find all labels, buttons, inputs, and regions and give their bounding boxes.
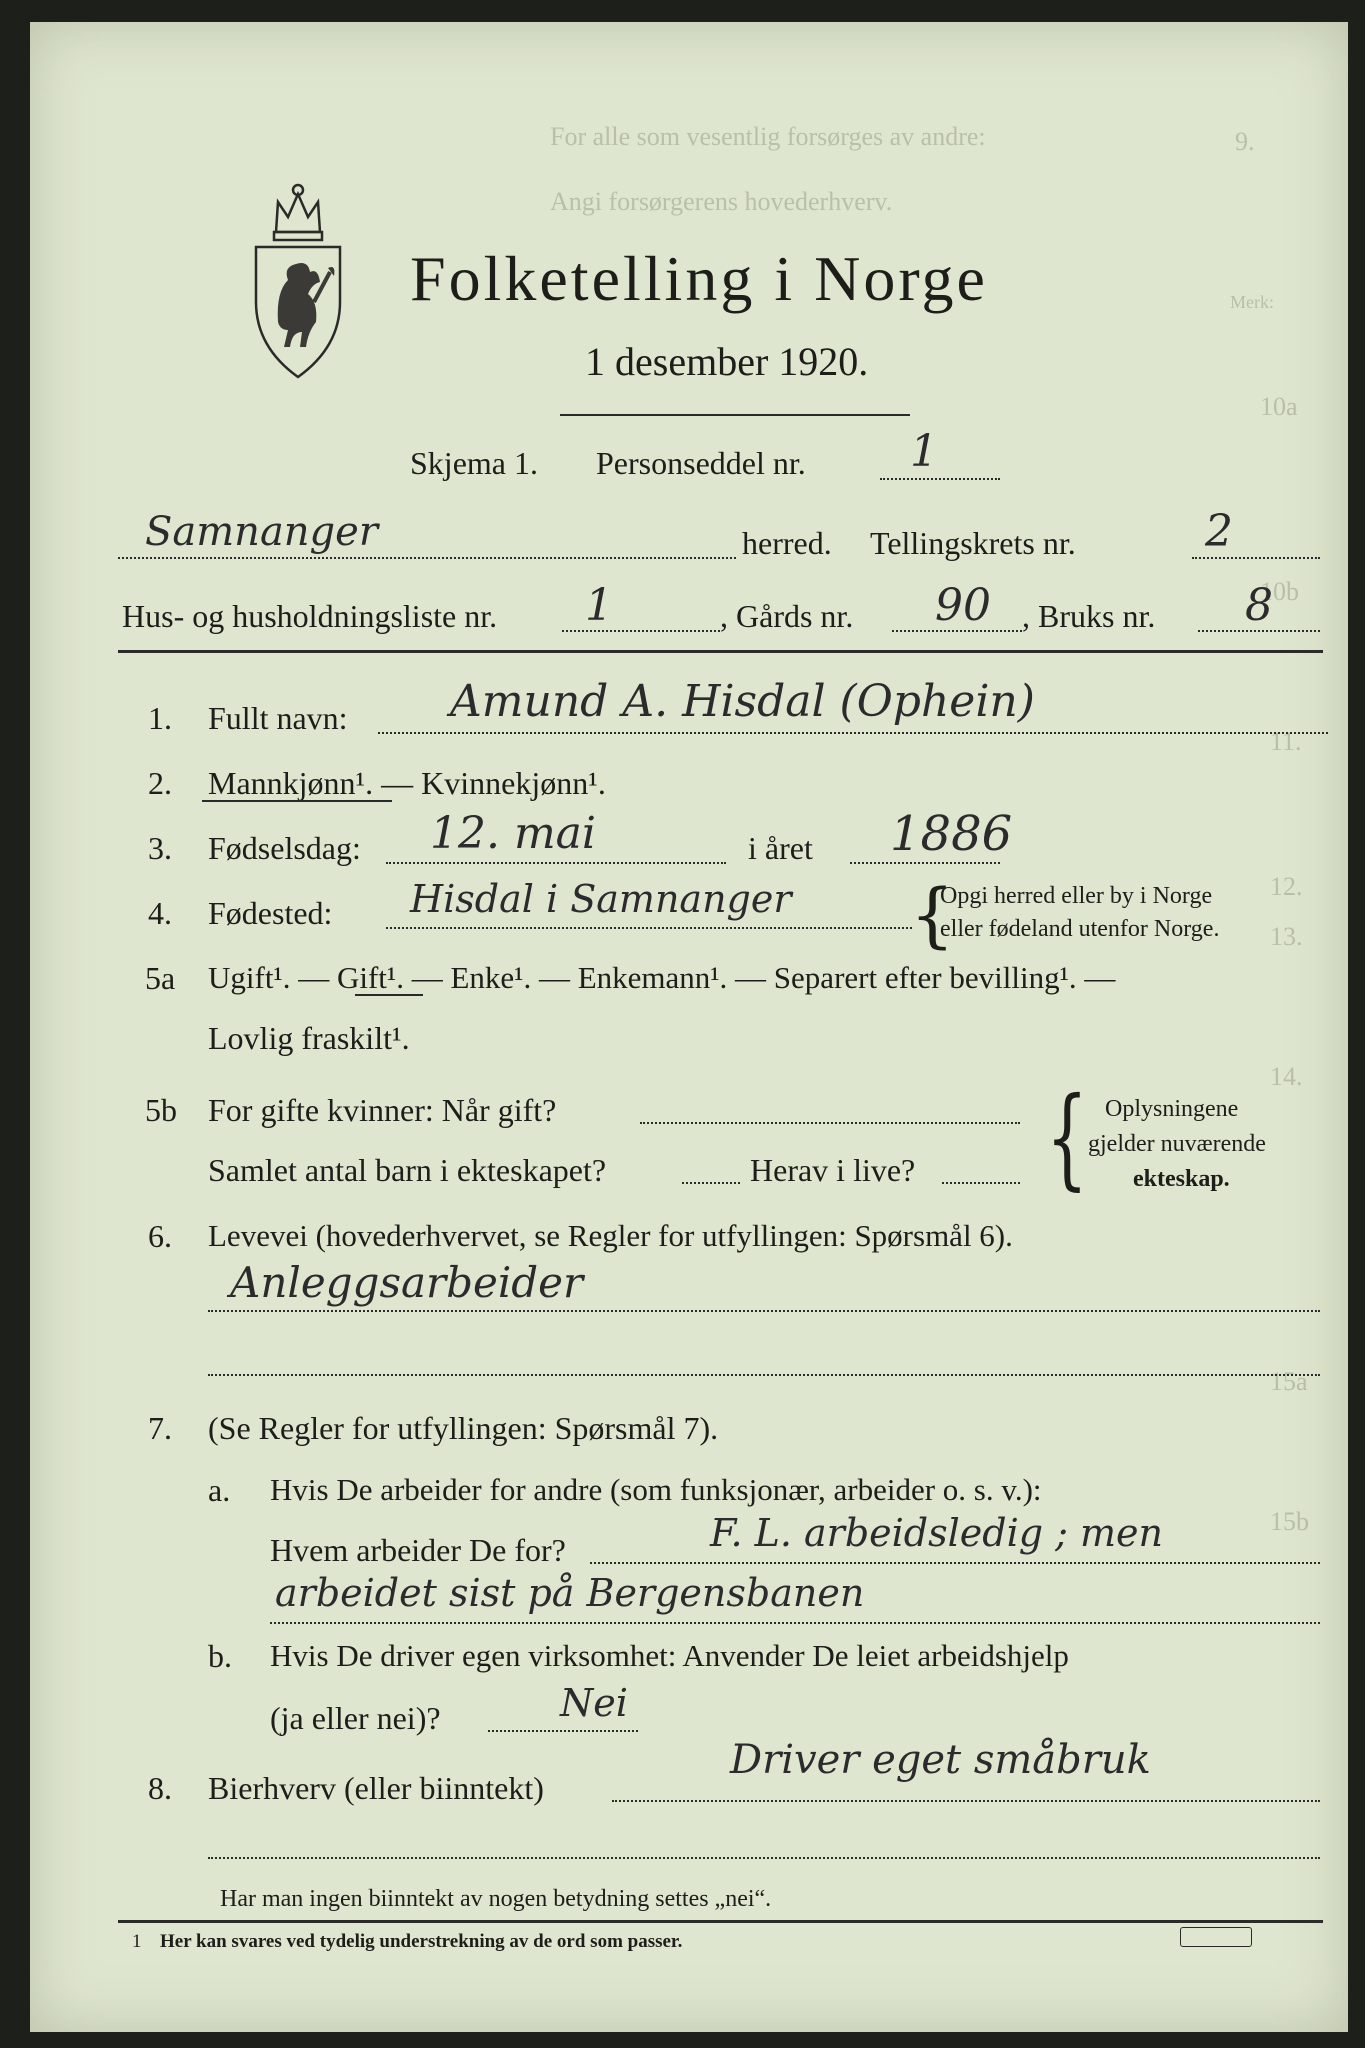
full-name-line [378,732,1328,734]
q7a-letter: a. [208,1472,231,1508]
q5b-note-line1: Oplysningene [1105,1096,1239,1122]
q4-note-line2: eller fødeland utenfor Norge. [940,916,1220,942]
q6-number: 6. [148,1218,172,1254]
q3-label: Fødselsdag: [208,830,361,866]
ghost-text-15a: 15a [1270,1367,1308,1396]
ghost-text-merk: Merk: [1230,292,1274,312]
footer-rule [118,1920,1323,1923]
q7b-letter: b. [208,1638,232,1674]
birthplace-line [386,927,912,929]
q5b-number: 5b [145,1092,177,1128]
when-married-line [640,1122,1020,1124]
no-income-note: Har man ingen biinntekt av nogen betydning settes „nei“. [220,1886,772,1912]
q7-number: 7. [148,1410,172,1446]
gards-label: , Gårds nr. [720,598,854,634]
personseddel-line [880,478,1000,480]
header-rule [560,414,910,416]
ghost-text-11: 11. [1270,727,1302,756]
occupation-line1 [208,1310,1320,1312]
gards-value[interactable]: 90 [935,580,991,631]
bruks-value[interactable]: 8 [1245,580,1273,631]
personseddel-label: Personseddel nr. [596,445,806,481]
q2-underline-mannkjonn [202,800,392,802]
q5a-underline-gift [355,994,423,996]
q7a-employer-label: Hvem arbeider De for? [270,1532,566,1568]
full-name-value[interactable]: Amund A. Hisdal (Ophein) [450,676,1035,727]
q4-brace: { [910,874,955,956]
children-line [682,1182,740,1184]
q6-label: Levevei (hovederhvervet, se Regler for utfyllingen: Spørsmål 6). [208,1218,1013,1253]
census-form-sheet [30,22,1348,2032]
q5b-children-label: Samlet antal barn i ekteskapet? [208,1152,607,1188]
side-income-line2 [208,1857,1320,1859]
personseddel-value[interactable]: 1 [910,426,938,477]
q7a-text: Hvis De arbeider for andre (som funksjonær, arbeider o. s. v.): [270,1472,1042,1507]
q5b-note-line3: ekteskap. [1133,1166,1230,1192]
footnote-mark: 1 [132,1931,142,1952]
q4-note-line1: Opgi herred eller by i Norge [940,883,1213,909]
herred-label: herred. [742,525,832,561]
occupation-value[interactable]: Anleggsarbeider [230,1258,584,1307]
tellingskrets-label: Tellingskrets nr. [870,525,1076,561]
q1-label: Fullt navn: [208,700,348,736]
q8-number: 8. [148,1770,172,1806]
ghost-text-10a: 10a [1260,392,1298,421]
birthplace-value[interactable]: Hisdal i Samnanger [410,877,792,921]
side-income-value[interactable]: Driver eget småbruk [730,1737,1151,1783]
birthdate-value[interactable]: 12. mai [430,808,596,859]
q7b-text: Hvis De driver egen virksomhet: Anvender De leiet arbeidshjelp [270,1638,1069,1673]
ghost-text-10b: 10b [1260,577,1299,606]
bruks-line [1198,630,1320,632]
skjema-label: Skjema 1. [410,445,538,481]
q1-number: 1. [148,700,172,736]
form-date: 1 desember 1920. [585,339,869,384]
hus-label: Hus- og husholdningsliste nr. [122,598,498,634]
occupation-line2 [208,1374,1320,1376]
birthyear-value[interactable]: 1886 [890,806,1013,862]
hus-value[interactable]: 1 [585,580,613,631]
side-income-line1 [612,1800,1320,1802]
printer-stamp-icon [1180,1927,1252,1947]
hired-help-value[interactable]: Nei [560,1681,628,1725]
ghost-text-13: 13. [1270,922,1303,951]
ghost-text-9-line: For alle som vesentlig forsørges av andre: [550,122,986,151]
hus-line [562,630,720,632]
herred-value[interactable]: Samnanger [145,509,378,555]
q7-label: (Se Regler for utfyllingen: Spørsmål 7). [208,1410,719,1446]
herred-line [118,557,736,559]
q5a-marital-options: Ugift¹. — Gift¹. — Enke¹. — Enkemann¹. — Separert efter bevilling¹. — [208,960,1116,995]
tellingskrets-value[interactable]: 2 [1205,506,1233,557]
employer-value-line2[interactable]: arbeidet sist på Bergensbanen [275,1571,865,1615]
ghost-text-9: 9. [1235,127,1255,156]
q4-number: 4. [148,895,172,931]
birthyear-label: i året [748,830,813,866]
q5b-brace: { [1046,1073,1088,1201]
ghost-text-12: 12. [1270,872,1303,901]
employer-line1 [590,1562,1320,1564]
q7b-question: (ja eller nei)? [270,1700,441,1736]
norwegian-coat-of-arms-icon [248,172,348,382]
ghost-text-14: 14. [1270,1062,1303,1091]
hired-help-line [488,1730,638,1732]
section-rule-top [118,650,1323,653]
q5b-note-line2: gjelder nuværende [1088,1131,1266,1157]
footnote-text: Her kan svares ved tydelig understrekning av de ord som passer. [160,1931,683,1952]
ghost-text-15b: 15b [1270,1507,1309,1536]
birthdate-line [386,862,726,864]
gards-line [892,630,1022,632]
tellingskrets-line [1192,557,1320,559]
bruks-label: , Bruks nr. [1022,598,1156,634]
q5a-marital-options-line2: Lovlig fraskilt¹. [208,1020,410,1056]
q4-label: Fødested: [208,895,333,931]
q2-sex-options: Mannkjønn¹. — Kvinnekjønn¹. [208,765,606,801]
q3-number: 3. [148,830,172,866]
q2-number: 2. [148,765,172,801]
q8-label: Bierhverv (eller biinntekt) [208,1770,544,1806]
ghost-text-9-line2: Angi forsørgerens hovederhverv. [550,187,893,216]
form-title: Folketelling i Norge [410,243,988,314]
q5b-when-married-label: For gifte kvinner: Når gift? [208,1092,557,1128]
q5a-number: 5a [145,960,176,996]
q5b-alive-label: Herav i live? [750,1152,916,1188]
employer-line2 [270,1622,1320,1624]
birthyear-line [850,862,1000,864]
employer-value-line1[interactable]: F. L. arbeidsledig ; men [710,1511,1164,1555]
alive-line [942,1182,1020,1184]
